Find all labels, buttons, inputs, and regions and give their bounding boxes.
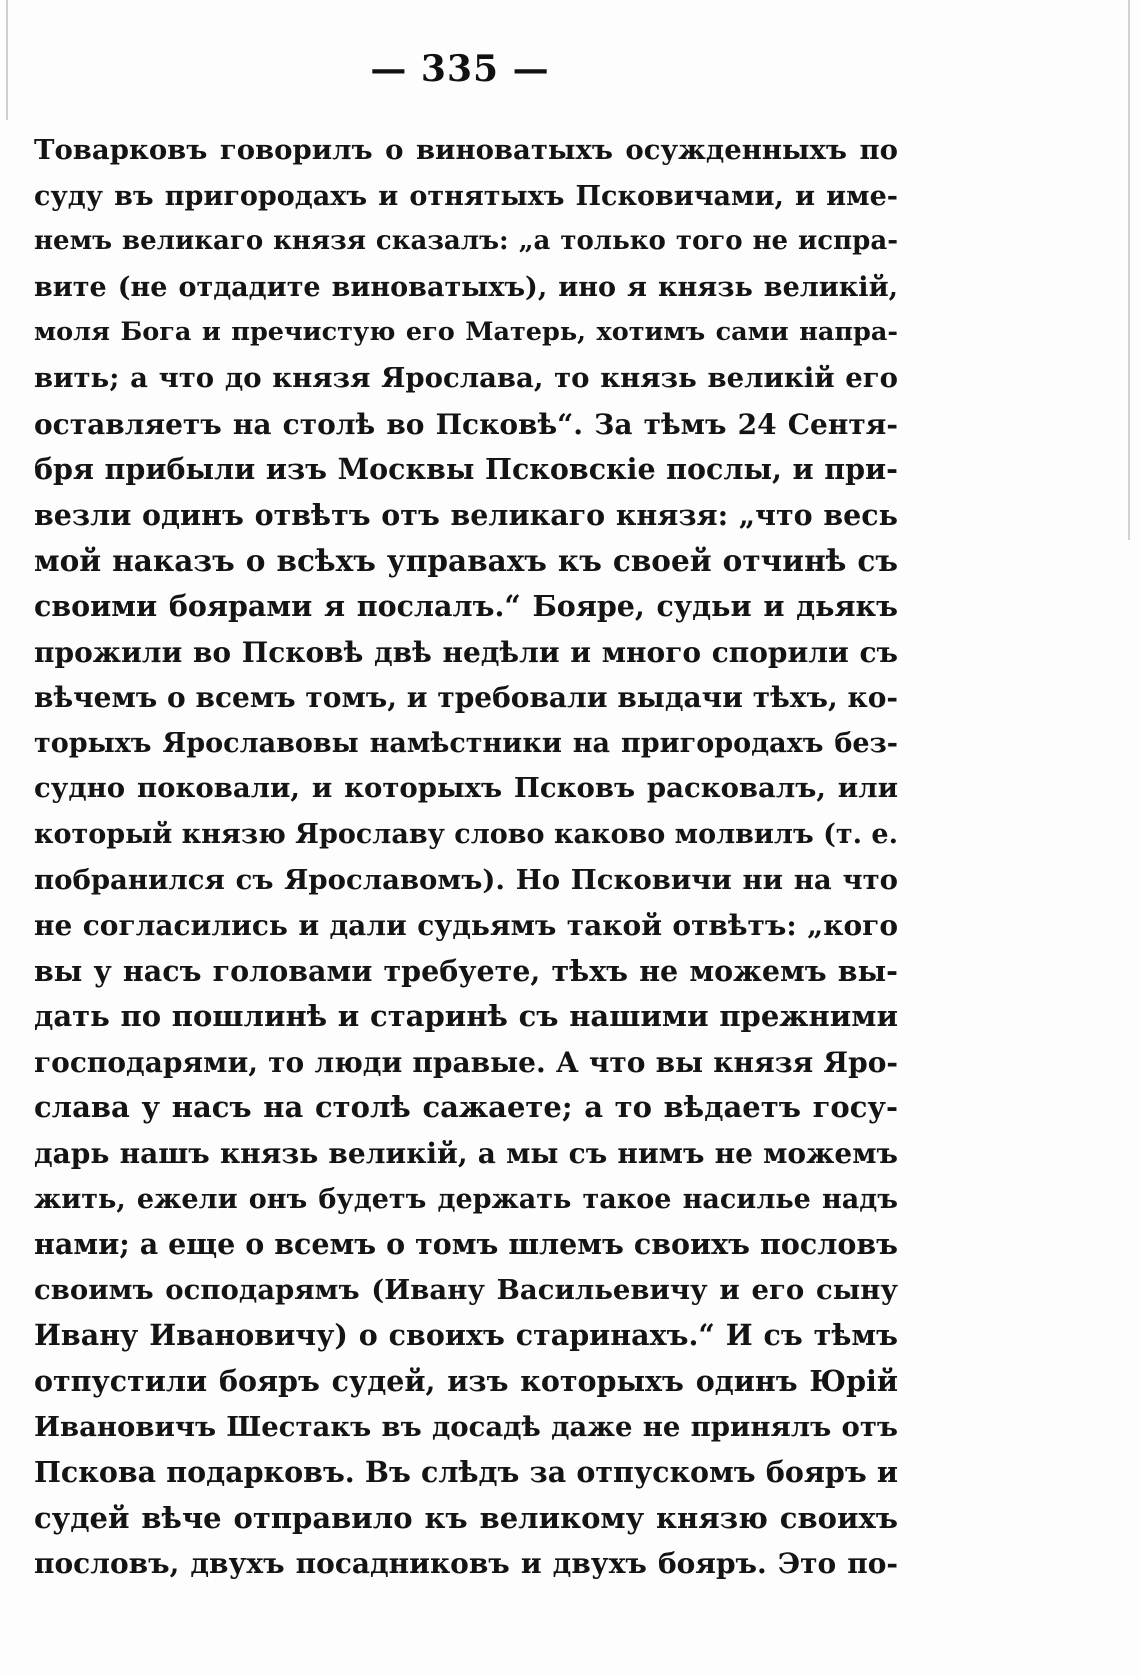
text-line: слава у насъ на столѣ сажаете; а то вѣдаетъ госу- — [34, 1090, 898, 1125]
text-line: оставляетъ на столѣ во Псковѣ“. За тѣмъ 24 Сентя- — [34, 407, 898, 441]
text-line: моля Бога и пречистую его Матерь, хотимъ сами напра- — [34, 317, 898, 348]
text-line: дать по пошлинѣ и старинѣ съ нашими прежними — [34, 999, 898, 1034]
text-line: который князю Ярославу слово каково молвилъ (т. е. — [34, 818, 898, 850]
text-line: мой наказъ о всѣхъ управахъ къ своей отчинѣ съ — [34, 543, 898, 579]
text-line: суду въ пригородахъ и отнятыхъ Псковичами, и име- — [34, 180, 898, 212]
text-line: вѣчемъ о всемъ томъ, и требовали выдачи тѣхъ, ко- — [34, 681, 898, 715]
text-line: немъ великаго князя сказалъ: „а только того не испра- — [34, 226, 898, 257]
scan-edge-left — [6, 0, 8, 120]
text-line: пословъ, двухъ посадниковъ и двухъ бояръ. Это по- — [34, 1547, 898, 1581]
text-line: нами; а еще о всемъ о томъ шлемъ своихъ пословъ — [34, 1227, 898, 1262]
text-line: своими боярами я послалъ.“ Бояре, судьи и дьякъ — [34, 588, 898, 623]
text-line: жить, ежели онъ будетъ держать такое насилье надъ — [34, 1183, 898, 1215]
text-line: Ивану Ивановичу) о своихъ старинахъ.“ И съ тѣмъ — [34, 1318, 898, 1353]
text-line: судей вѣче отправило къ великому князю своихъ — [34, 1500, 898, 1535]
text-line: вите (не отдадите виноватыхъ), ино я князь великій, — [34, 271, 898, 303]
page-number: — 335 — — [370, 48, 550, 90]
text-line: торыхъ Ярославовы намѣстники на пригородахъ без- — [34, 727, 898, 759]
text-line: своимъ осподарямъ (Ивану Васильевичу и его сыну — [34, 1273, 898, 1306]
text-line: бря прибыли изъ Москвы Псковскіе послы, и при- — [34, 452, 898, 487]
text-line: не согласились и дали судьямъ такой отвѣтъ: „кого — [34, 909, 898, 943]
text-line: вы у насъ головами требуете, тѣхъ не можемъ вы- — [34, 953, 898, 988]
text-line: прожили во Псковѣ двѣ недѣли и много спорили съ — [34, 635, 898, 669]
text-line: Ивановичъ Шестакъ въ досадѣ даже не принялъ отъ — [34, 1410, 898, 1443]
text-line: побранился съ Ярославомъ). Но Псковичи ни на что — [34, 863, 898, 896]
text-line: вить; а что до князя Ярослава, то князь великій его — [34, 361, 898, 394]
text-line: отпустили бояръ судей, изъ которыхъ одинъ Юрій — [34, 1364, 898, 1399]
body-text — [34, 128, 898, 1587]
text-line: судно поковали, и которыхъ Псковъ расковалъ, или — [34, 772, 898, 805]
text-line: Товарковъ говорилъ о виноватыхъ осужденныхъ по — [34, 134, 898, 166]
text-line: дарь нашъ князь великій, а мы съ нимъ не можемъ — [34, 1137, 898, 1171]
text-line: везли одинъ отвѣтъ отъ великаго князя: „что весь — [34, 497, 898, 532]
text-line: Пскова подарковъ. Въ слѣдъ за отпускомъ бояръ и — [34, 1455, 898, 1490]
scan-edge-right — [1128, 0, 1130, 540]
text-line: господарями, то люди правые. А что вы князя Яро- — [34, 1045, 898, 1079]
